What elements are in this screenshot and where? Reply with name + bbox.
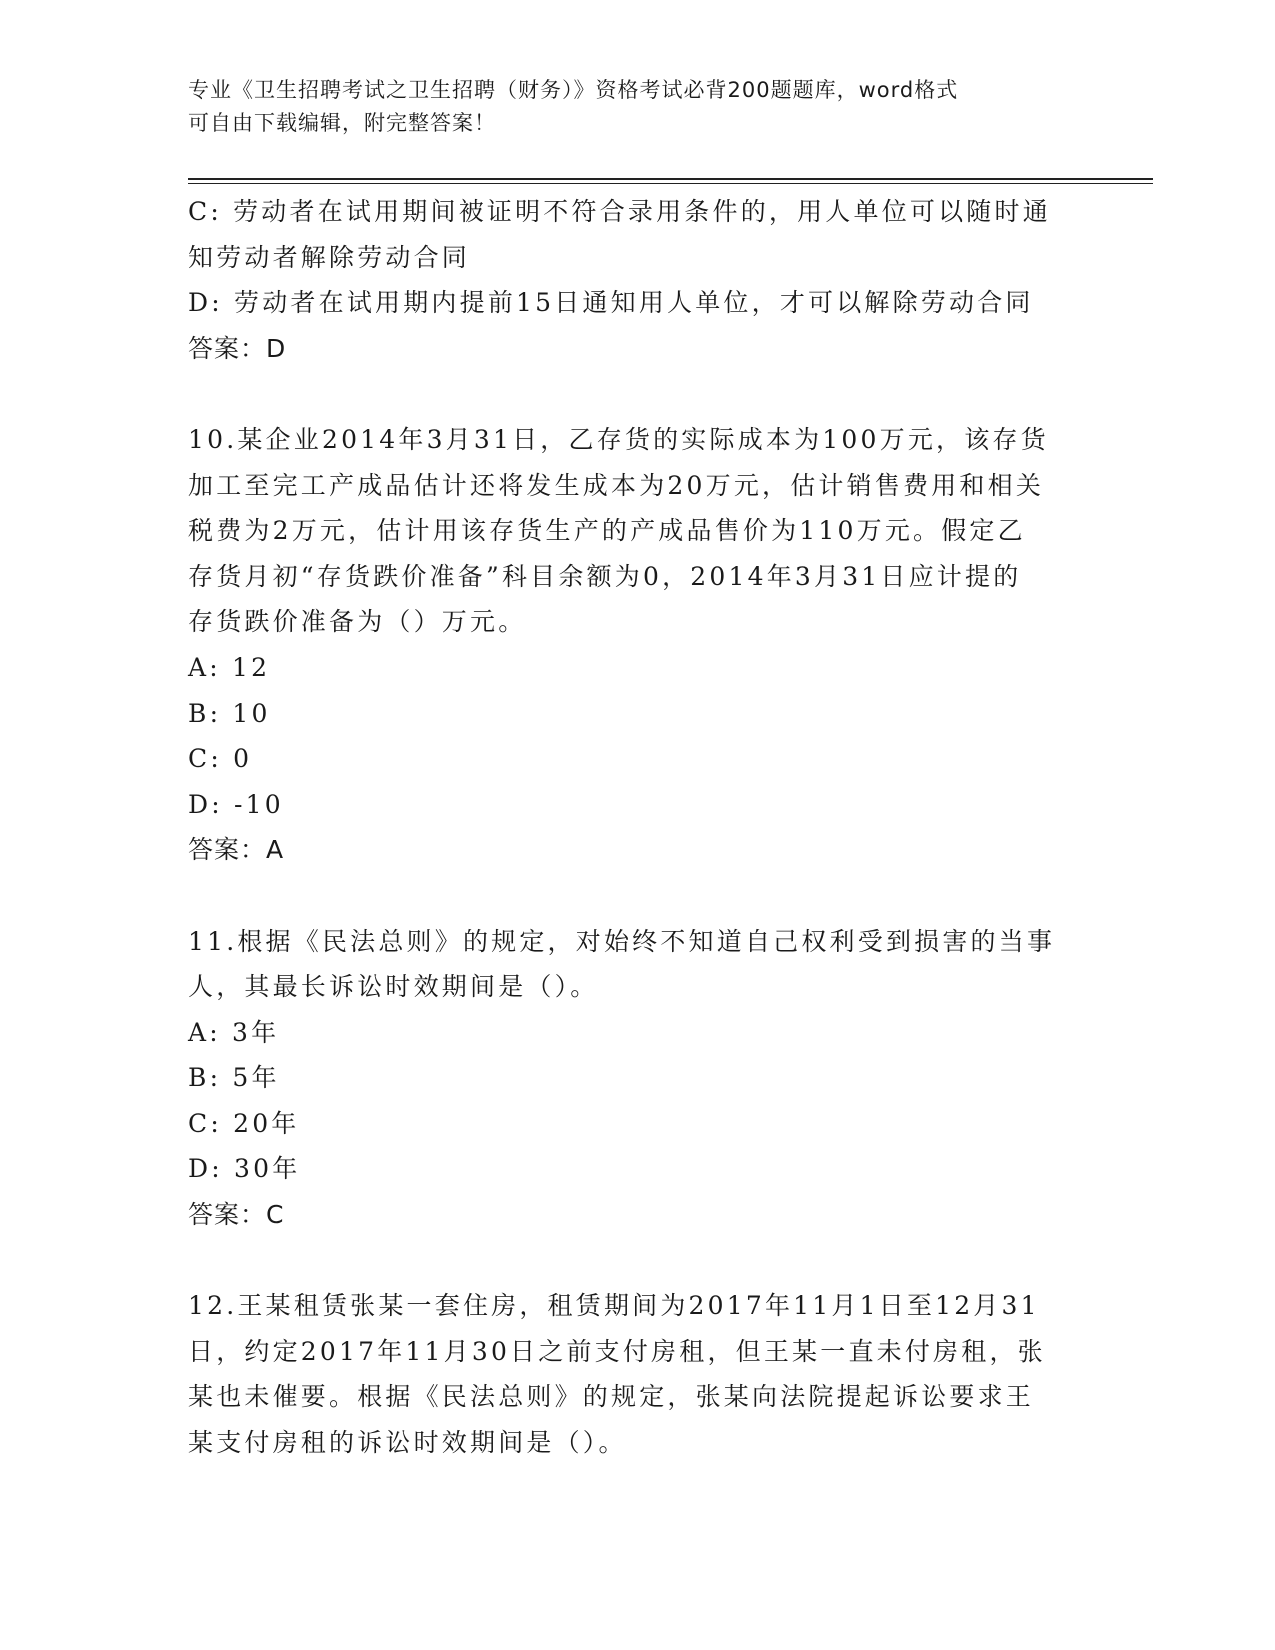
option-b: B: 10 [188,698,271,728]
option-c-continued: 知劳动者解除劳动合同 [188,242,471,272]
question-stem-line: 加工至完工产成品估计还将发生成本为20万元，估计销售费用和相关 [188,470,1045,500]
header-title-line-2: 可自由下载编辑，附完整答案！ [188,111,496,135]
option-a: A: 3年 [188,1017,280,1047]
question-gap [188,1238,1078,1284]
header-divider-thick [188,178,1153,180]
option-d: D: 30年 [188,1154,301,1184]
question-stem-line: 日，约定2017年11月30日之前支付房租，但王某一直未付房租，张 [188,1336,1046,1366]
question-stem-line: 某支付房租的诉讼时效期间是（）。 [188,1428,627,1458]
answer: 答案：A [188,835,285,865]
option-a: A: 12 [188,652,271,682]
option-c: C: 20年 [188,1108,300,1138]
header-divider-thin [188,183,1153,184]
option-d: D: 劳动者在试用期内提前15日通知用人单位，才可以解除劳动合同 [188,288,1034,318]
question-stem-line: 税费为2万元，估计用该存货生产的产成品售价为110万元。假定乙 [188,516,1026,546]
option-d: D: -10 [188,789,284,819]
question-stem-line: 10.某企业2014年3月31日，乙存货的实际成本为100万元，该存货 [188,424,1049,454]
option-c: C: 劳动者在试用期间被证明不符合录用条件的，用人单位可以随时通 [188,197,1051,226]
question-gap [188,873,1078,919]
question-stem-line: 12.王某租赁张某一套住房，租赁期间为2017年11月1日至12月31 [188,1291,1040,1321]
question-stem-line: 人，其最长诉讼时效期间是（）。 [188,972,599,1002]
answer: 答案：D [188,333,287,363]
option-c: C: 0 [188,744,253,774]
answer: 答案：C [188,1200,285,1230]
question-9-tail [188,189,1078,371]
document-body [188,189,1078,1466]
document-header [188,74,1088,140]
question-gap [188,371,1078,417]
header-title-line-1: 专业《卫生招聘考试之卫生招聘（财务）》资格考试必背200题题库，word格式 [188,78,959,102]
question-11 [188,919,1078,1238]
question-stem-line: 存货月初“存货跌价准备”科目余额为0，2014年3月31日应计提的 [188,561,1022,591]
question-10 [188,417,1078,873]
question-stem-line: 11.根据《民法总则》的规定，对始终不知道自己权利受到损害的当事 [188,926,1056,956]
option-b: B: 5年 [188,1063,280,1093]
question-12 [188,1283,1078,1465]
question-stem-line: 存货跌价准备为（）万元。 [188,607,527,637]
question-stem-line: 某也未催要。根据《民法总则》的规定，张某向法院提起诉讼要求王 [188,1382,1035,1412]
